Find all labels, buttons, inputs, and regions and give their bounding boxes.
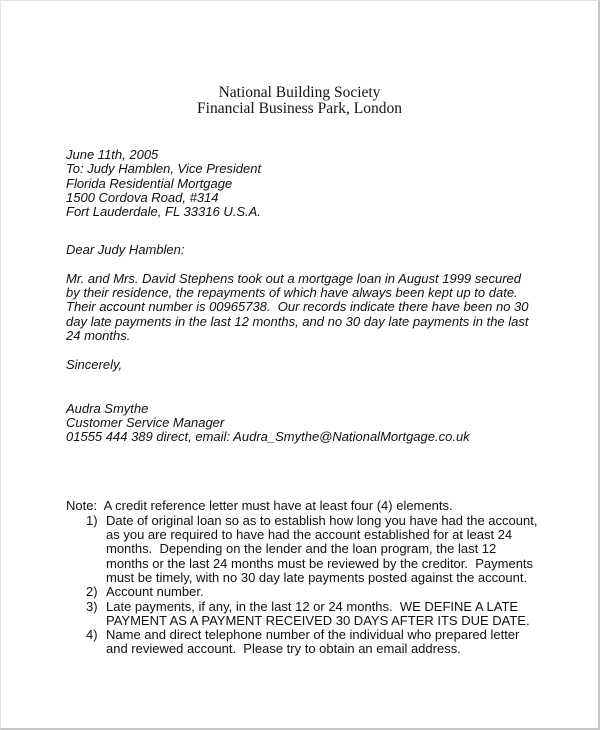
note-section <box>1 499 598 656</box>
recipient-line: Fort Lauderdale, FL 33316 U.S.A. <box>66 204 261 220</box>
note-item-number: 4) <box>86 627 98 643</box>
letter-body <box>1 148 598 444</box>
note-item-text: Late payments, if any, in the last 12 or 24 months. WE DEFINE A LATE PAYMENT AS A PAYMENT RECEIVED 30 DAYS AFTER ITS DUE DATE. <box>106 598 530 628</box>
note-intro: Note: A credit reference letter must have at least four (4) elements. <box>66 498 453 514</box>
signature-block <box>66 402 538 445</box>
letterhead-address: Financial Business Park, London <box>197 100 402 117</box>
note-item-text: Name and direct telephone number of the individual who prepared letter and reviewed account. Please try to obtain an email address. <box>106 627 523 657</box>
note-item-number: 3) <box>86 598 98 614</box>
letter-paragraph: Mr. and Mrs. David Stephens took out a mortgage loan in August 1999 secured by their residence, the repayments of which have always been kept up to date. Their account number is 00965738. Our records indicate there have been no 30 day late payments in the last 12 months, and no 30 day late payments in the last 24 months. <box>66 270 533 343</box>
signature-title: Customer Service Manager <box>66 414 225 430</box>
note-item-text: Date of original loan so as to establish how long you have had the account, as you are required to have had the account established for at least 24 months. Depending on the lender and the loan program, the last 12 months or the last 24 months must be reviewed by the creditor. Payments must be timely, with no 30 day late payments posted against the account. <box>106 512 542 585</box>
letter-date: June 11th, 2005 <box>66 147 159 162</box>
letterhead-company-name: National Building Society <box>218 84 381 101</box>
note-item-text: Account number. <box>106 584 204 600</box>
closing: Sincerely, <box>66 357 123 373</box>
note-item-number: 1) <box>86 512 98 528</box>
recipient-line: To: Judy Hamblen, Vice President <box>66 161 262 177</box>
recipient-line: 1500 Cordova Road, #314 <box>66 189 219 205</box>
note-list-item <box>86 512 542 585</box>
recipient-block <box>66 162 538 219</box>
note-list-item <box>86 585 538 599</box>
signature-name: Audra Smythe <box>66 400 149 416</box>
note-list-item <box>86 600 538 629</box>
note-list-item <box>86 628 538 657</box>
note-item-number: 2) <box>86 584 98 600</box>
recipient-line: Florida Residential Mortgage <box>66 175 233 191</box>
salutation: Dear Judy Hamblen: <box>66 242 185 258</box>
signature-contact: 01555 444 389 direct, email: Audra_Smythe@NationalMortgage.co.uk <box>66 429 470 445</box>
letterhead <box>1 1 598 117</box>
